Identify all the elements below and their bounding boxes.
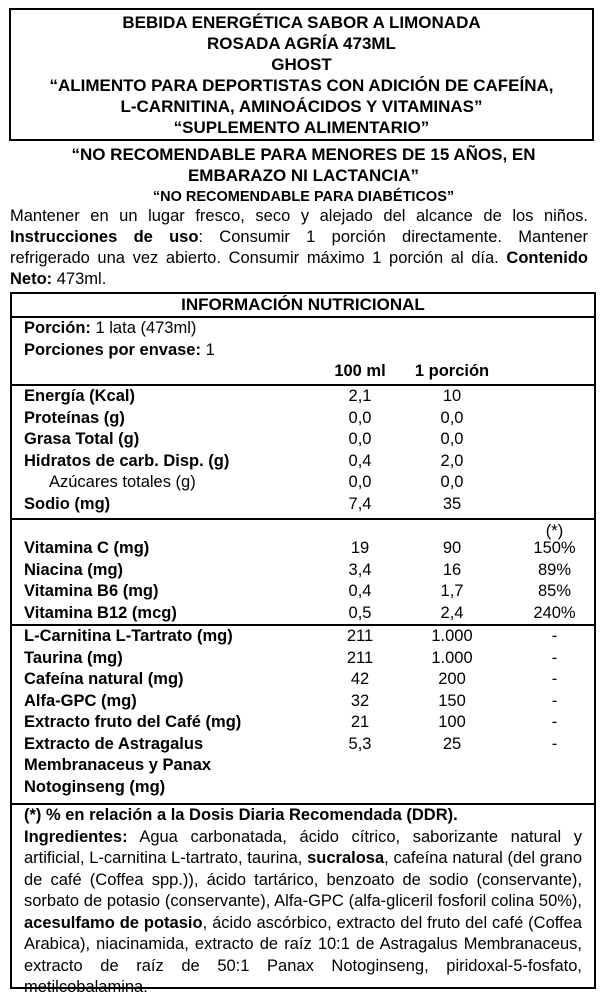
value-portion: 35 (442, 494, 462, 513)
warning-line: “NO RECOMENDABLE PARA MENORES DE 15 AÑOS, EN (71, 145, 536, 164)
value-portion: 150 (438, 691, 466, 710)
value-100ml: 32 (350, 691, 370, 710)
nutrient-name: Taurina (mg) (24, 648, 123, 667)
value-pct: - (551, 734, 558, 753)
nutrient-name: Notoginseng (mg) (24, 777, 166, 796)
nutrient-name: Hidratos de carb. Disp. (g) (24, 451, 230, 470)
value-pct: - (551, 648, 558, 667)
nutrient-name: Vitamina B12 (mcg) (24, 603, 177, 622)
value-100ml: 0,0 (348, 430, 372, 448)
title-line: ROSADA AGRÍA 473ML (207, 34, 396, 53)
value-portion: 0,0 (440, 473, 464, 491)
value-100ml: 5,3 (348, 734, 372, 753)
footnote-section (12, 805, 594, 999)
instructions-text: Mantener en un lugar fresco, seco y alejado del alcance de los niños. (10, 207, 588, 225)
nutrient-name: Sodio (mg) (24, 494, 111, 513)
nutrient-row (12, 669, 594, 691)
instructions-text: : Consumir 1 porción directamente. Mantener refrigerado una vez abierto. Consumir máximo 1 porción al día. (10, 228, 588, 267)
nutrient-row (12, 626, 594, 648)
net-content-label: Contenido Neto: (10, 249, 588, 288)
instructions-label: Instrucciones de uso (10, 228, 199, 246)
nutrient-name: Azúcares totales (g) (49, 473, 196, 491)
portion-value: 1 lata (473ml) (90, 319, 197, 337)
warning-line: EMBARAZO NI LACTANCIA” (187, 166, 420, 185)
servings-row (12, 340, 594, 362)
vitamins-section (12, 520, 594, 626)
value-100ml: 3,4 (348, 560, 372, 579)
ingredients-text: Agua carbonatada, ácido cítrico, saborizante natural y artificial, L-carnitina L-tartrato, taurina, (24, 827, 582, 867)
value-portion: 0,0 (440, 408, 464, 427)
value-portion: 1,7 (440, 582, 464, 600)
pct-header-row (12, 520, 594, 538)
nutrient-name: Membranaceus y Panax (24, 756, 212, 774)
column-header-row (12, 361, 594, 383)
value-pct: - (551, 691, 558, 710)
value-100ml: 42 (350, 670, 370, 688)
value-portion: 16 (442, 560, 462, 579)
title-line: GHOST (271, 55, 332, 74)
nutrient-row (12, 603, 594, 625)
value-portion: 1.000 (431, 627, 473, 645)
value-portion: 25 (442, 734, 462, 753)
value-portion: 2,4 (440, 603, 464, 622)
others-section (12, 626, 594, 805)
portion-text (24, 318, 196, 340)
value-pct: 240% (533, 603, 576, 622)
title-line: BEBIDA ENERGÉTICA SABOR A LIMONADA (122, 13, 481, 32)
value-100ml: 21 (350, 713, 370, 731)
nutrient-name: Grasa Total (g) (24, 430, 140, 448)
value-portion: 100 (438, 713, 466, 731)
servings-text (24, 340, 215, 362)
nutrient-row (12, 560, 594, 582)
value-pct: 150% (533, 539, 576, 557)
value-portion: 0,0 (440, 430, 464, 448)
col-portion: 1 porción (414, 362, 490, 380)
nutrient-row (12, 451, 594, 473)
value-pct: 85% (537, 582, 572, 600)
ingredients (24, 827, 582, 999)
value-pct: - (551, 670, 558, 688)
value-100ml: 19 (350, 539, 370, 557)
ingredients-text: , cafeína natural (del grano de café (Coffea spp.)), ácido tartárico, benzoato de sodio (conservante), sorbato de potasio (conservante), Alfa-GPC (alfa-gliceril fosforil colina 50%), (24, 849, 582, 910)
nutrient-row (12, 755, 594, 777)
nutrient-name: Proteínas (g) (24, 408, 125, 427)
nutrient-row (12, 581, 594, 603)
value-pct: - (551, 627, 558, 645)
ingredients-label: Ingredientes: (24, 827, 128, 846)
instructions (10, 206, 588, 290)
col-pct: (*) (545, 522, 564, 540)
nutrient-row (12, 429, 594, 451)
nutrient-name: Vitamina B6 (mg) (24, 582, 159, 600)
value-100ml: 7,4 (348, 494, 372, 513)
value-100ml: 0,5 (348, 603, 372, 622)
value-portion: 200 (438, 670, 466, 688)
nutrient-row (12, 691, 594, 713)
value-100ml: 211 (346, 648, 374, 667)
title-line: L-CARNITINA, AMINOÁCIDOS Y VITAMINAS” (120, 97, 483, 116)
serving-section (12, 318, 594, 386)
nutrient-row (12, 538, 594, 560)
value-portion: 90 (442, 539, 462, 557)
value-100ml: 2,1 (348, 387, 372, 405)
portion-label: Porción: (24, 319, 91, 337)
value-100ml: 0,0 (348, 473, 372, 491)
nutrient-name: Extracto de Astragalus (24, 734, 204, 753)
nutrient-row (12, 734, 594, 756)
net-content-value: 473ml. (52, 270, 107, 288)
nutrient-row (12, 648, 594, 670)
product-title-box (9, 8, 594, 141)
nutrient-name: Cafeína natural (mg) (24, 670, 184, 688)
nutrient-row (12, 386, 594, 408)
col-100ml: 100 ml (334, 362, 386, 380)
ingredients-bold: sucralosa (307, 849, 385, 867)
nutrient-row (12, 494, 594, 516)
servings-value: 1 (200, 340, 215, 359)
value-pct: 89% (537, 560, 572, 579)
value-portion: 1.000 (431, 648, 473, 667)
nutrient-row (12, 408, 594, 430)
portion-row (12, 318, 594, 340)
nutrient-name: Niacina (mg) (24, 560, 124, 579)
value-portion: 2,0 (440, 451, 464, 470)
nutrition-header: INFORMACIÓN NUTRICIONAL (12, 294, 594, 318)
nutrient-name: Extracto fruto del Café (mg) (24, 713, 242, 731)
value-100ml: 211 (346, 627, 374, 645)
ddr-footnote: (*) % en relación a la Dosis Diaria Recomendada (DDR). (24, 806, 458, 824)
value-100ml: 0,4 (348, 451, 372, 470)
servings-label: Porciones por envase: (24, 340, 201, 359)
title-line: “SUPLEMENTO ALIMENTARIO” (173, 118, 430, 137)
nutrition-table (10, 292, 596, 996)
nutrient-row (12, 712, 594, 734)
nutrient-name: Energía (Kcal) (24, 387, 135, 405)
ingredients-text: , ácido ascórbico, extracto del fruto del café (Coffea Arabica), niacinamida, extracto de raíz 10:1 de Astragalus Membranaceus, extracto de raíz de 50:1 Panax Notoginseng, piridoxal-5-fosfato, metilcobalamina. (24, 913, 582, 996)
title-line: “ALIMENTO PARA DEPORTISTAS CON ADICIÓN DE CAFEÍNA, (49, 76, 554, 95)
ingredients-bold: acesulfamo de potasio (24, 913, 203, 932)
value-portion: 10 (442, 387, 462, 405)
value-100ml: 0,4 (348, 582, 372, 600)
warning-line: “NO RECOMENDABLE PARA DIABÉTICOS” (152, 189, 455, 205)
nutrient-name: Alfa-GPC (mg) (24, 691, 137, 710)
warnings (9, 144, 598, 206)
value-100ml: 0,0 (348, 408, 372, 427)
nutrient-name: Vitamina C (mg) (24, 539, 150, 557)
macros-section (12, 386, 594, 520)
value-pct: - (551, 713, 558, 731)
nutrient-name: L-Carnitina L-Tartrato (mg) (24, 627, 233, 645)
nutrient-row (12, 777, 594, 799)
nutrient-row (12, 472, 594, 494)
